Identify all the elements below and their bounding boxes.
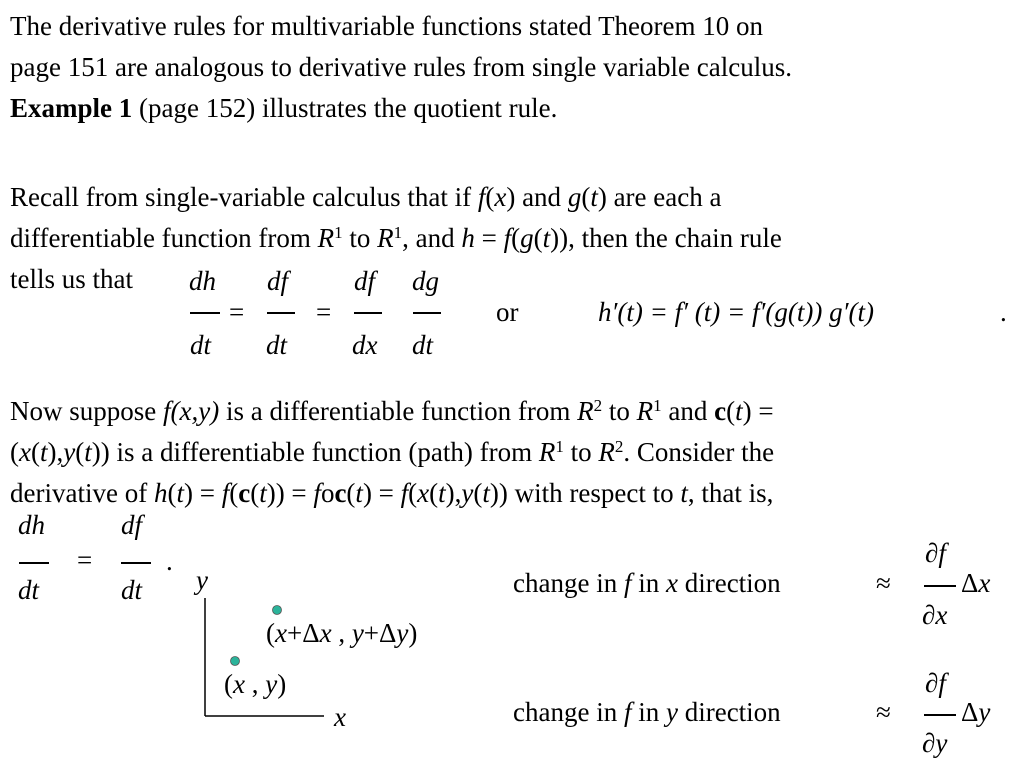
approx-sign: ≈ (876, 697, 891, 727)
partial-y: ∂y (922, 728, 948, 758)
para2-line1: Recall from single-variable calculus that if f(x) and g(t) are each a (10, 182, 722, 212)
point1-label: (x , y) (224, 669, 287, 699)
para1-line1: The derivative rules for multivariable functions stated Theorem 10 on (10, 11, 764, 41)
para3-line3: derivative of h(t) = f(c(t)) = foc(t) = f(x(t),y(t)) with respect to t, that is, (10, 478, 774, 508)
para2-line3: tells us that (10, 264, 133, 294)
point2-label: (x+Δx , y+Δy) (266, 618, 418, 648)
partial-f: ∂f (925, 538, 946, 568)
period: . (1000, 297, 1007, 327)
frac-bar (924, 585, 956, 587)
frac-dt-den: dt (18, 575, 40, 605)
para1-line3: Example 1 (page 152) illustrates the quotient rule. (10, 93, 558, 123)
frac-df-num: df (121, 510, 143, 540)
delta-y: Δy (961, 697, 991, 727)
y-axis-label: y (196, 565, 208, 595)
point-dot (231, 657, 240, 666)
y-direction-text: change in f in y direction (513, 697, 781, 727)
frac-df-num: df (267, 266, 289, 296)
approx-sign: ≈ (876, 568, 891, 598)
equals-sign: = (229, 297, 245, 327)
frac-dt-den: dt (121, 575, 143, 605)
frac-dt-den: dt (190, 330, 212, 360)
prime-form: h′(t) = f′ (t) = f′(g(t)) g′(t) (598, 297, 874, 327)
frac-df-num: df (354, 266, 376, 296)
equals-sign: = (316, 297, 332, 327)
frac-bar (924, 714, 956, 716)
para3-line2: (x(t),y(t)) is a differentiable function (path) from $R^1$ to $R^2$. Consider the (10, 437, 775, 467)
frac-dt-den: dt (266, 330, 288, 360)
x-axis-label: x (334, 702, 346, 732)
delta-x: Δx (961, 568, 991, 598)
partial-f: ∂f (925, 668, 946, 698)
x-direction-text: change in f in x direction (513, 568, 781, 598)
para3-line1: Now suppose f(x,y) is a differentiable function from $R^2$ to $R^1$ and c(t) = (10, 396, 774, 426)
frac-dg-num: dg (412, 266, 439, 296)
or-text: or (496, 297, 519, 327)
frac-dh-num: dh (189, 266, 216, 296)
equals-sign: = (77, 545, 93, 575)
para1-line2: page 151 are analogous to derivative rules from single variable calculus. (10, 52, 792, 82)
example-label: Example 1 (10, 93, 133, 123)
para2-line2: differentiable function from $R^1$ to $R^1$, and h = f(g(t)), then the chain rule (10, 223, 782, 253)
frac-dh-num: dh (18, 510, 45, 540)
period: . (166, 546, 173, 576)
frac-dx-den: dx (352, 330, 378, 360)
frac-dt-den: dt (412, 330, 434, 360)
point-dot (273, 606, 282, 615)
partial-x: ∂x (922, 600, 948, 630)
